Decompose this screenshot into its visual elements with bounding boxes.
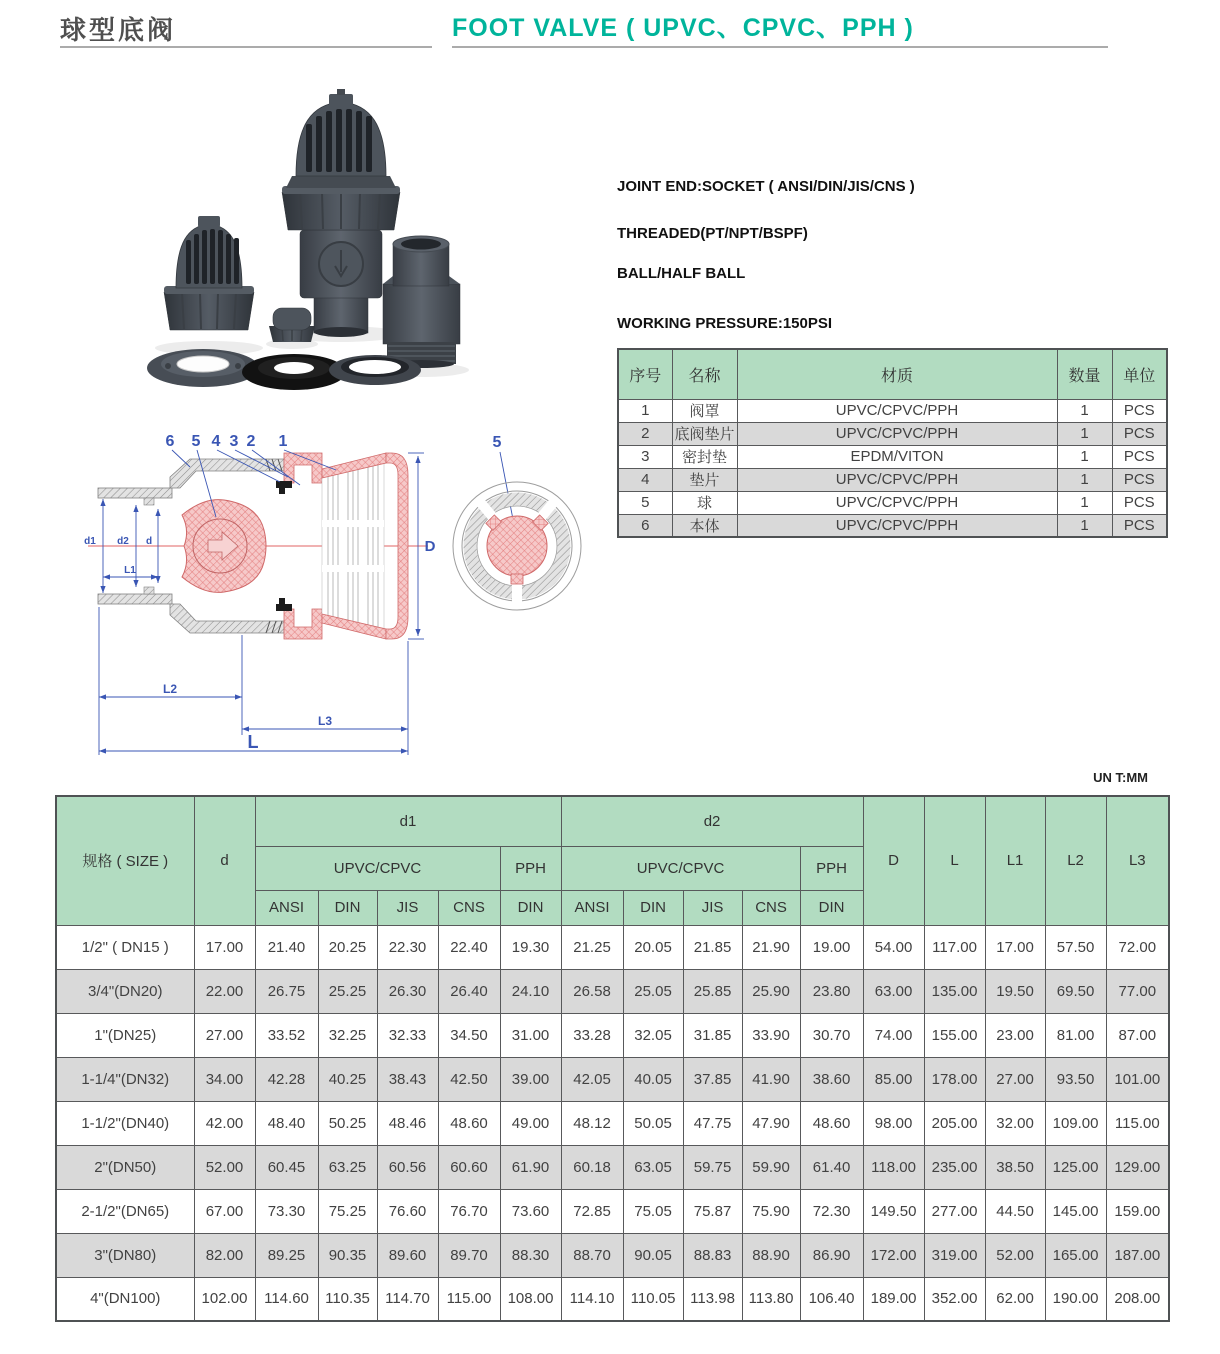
table-cell: UPVC/CPVC/PPH	[737, 468, 1057, 491]
table-cell: 47.75	[683, 1101, 742, 1145]
table-cell: 42.05	[561, 1057, 623, 1101]
table-cell: 4	[618, 468, 672, 491]
table-cell: 63.05	[623, 1145, 683, 1189]
table-cell: PCS	[1112, 399, 1167, 422]
table-cell: EPDM/VITON	[737, 445, 1057, 468]
table-cell: 114.60	[255, 1277, 318, 1321]
table-cell: 27.00	[194, 1013, 255, 1057]
table-cell: PCS	[1112, 422, 1167, 445]
dim-header-d: d	[194, 796, 255, 925]
table-cell: 59.90	[742, 1145, 800, 1189]
dim-header-d1-upvc: UPVC/CPVC	[255, 846, 500, 890]
table-cell: 26.40	[438, 969, 500, 1013]
table-cell: PCS	[1112, 514, 1167, 537]
table-cell: 4"(DN100)	[56, 1277, 194, 1321]
table-cell: 115.00	[1106, 1101, 1169, 1145]
dim-header-d2: d2	[561, 796, 863, 846]
table-cell: 底阀垫片	[672, 422, 737, 445]
table-cell: 22.00	[194, 969, 255, 1013]
table-cell: PCS	[1112, 491, 1167, 514]
table-cell: 205.00	[924, 1101, 985, 1145]
table-cell: 27.00	[985, 1057, 1045, 1101]
table-cell: 20.05	[623, 925, 683, 969]
table-cell: 22.40	[438, 925, 500, 969]
table-cell: 26.75	[255, 969, 318, 1013]
table-cell: 19.50	[985, 969, 1045, 1013]
table-cell: 2"(DN50)	[56, 1145, 194, 1189]
dim-L3: L3	[317, 714, 333, 728]
table-cell: 67.00	[194, 1189, 255, 1233]
table-cell: 87.00	[1106, 1013, 1169, 1057]
page-title-cn: 球型底阀	[60, 15, 177, 45]
table-cell: 38.60	[800, 1057, 863, 1101]
table-cell: 145.00	[1045, 1189, 1106, 1233]
table-row	[56, 969, 1169, 1013]
dimensions-table	[55, 795, 1170, 1322]
table-cell: 101.00	[1106, 1057, 1169, 1101]
foot-valve-assembled	[282, 89, 400, 337]
dim-d2: d2	[117, 536, 129, 547]
dim-header-d1-jis: JIS	[377, 890, 438, 925]
table-cell: 32.33	[377, 1013, 438, 1057]
table-cell: 86.90	[800, 1233, 863, 1277]
table-row	[56, 1057, 1169, 1101]
table-cell: 88.83	[683, 1233, 742, 1277]
table-row	[56, 1233, 1169, 1277]
table-cell: 24.10	[500, 969, 561, 1013]
dim-header-d2-ansi: ANSI	[561, 890, 623, 925]
table-cell: 48.46	[377, 1101, 438, 1145]
dim-d1: d1	[84, 536, 96, 547]
table-cell: 30.70	[800, 1013, 863, 1057]
table-cell: 33.28	[561, 1013, 623, 1057]
dim-header-L3: L3	[1106, 796, 1169, 925]
table-cell: 57.50	[1045, 925, 1106, 969]
table-cell: 52.00	[194, 1145, 255, 1189]
table-cell: 42.00	[194, 1101, 255, 1145]
title-underline-left	[60, 46, 432, 48]
table-cell: 118.00	[863, 1145, 924, 1189]
table-cell: 1	[1057, 422, 1112, 445]
table-cell: 1	[1057, 445, 1112, 468]
table-cell: 42.50	[438, 1057, 500, 1101]
table-cell: 319.00	[924, 1233, 985, 1277]
table-cell: 密封垫	[672, 445, 737, 468]
dim-L: L	[247, 732, 259, 752]
table-cell: UPVC/CPVC/PPH	[737, 422, 1057, 445]
table-cell: 23.80	[800, 969, 863, 1013]
dim-header-size: 规格 ( SIZE )	[56, 796, 194, 925]
parts-header-material: 材质	[737, 349, 1057, 399]
table-cell: 21.40	[255, 925, 318, 969]
page-title-en: FOOT VALVE ( UPVC、CPVC、PPH )	[452, 14, 914, 42]
callout-4: 4	[211, 433, 221, 450]
table-cell: 106.40	[800, 1277, 863, 1321]
table-cell: 25.05	[623, 969, 683, 1013]
table-cell: 88.70	[561, 1233, 623, 1277]
table-cell: 54.00	[863, 925, 924, 969]
table-cell: 93.50	[1045, 1057, 1106, 1101]
table-cell: 73.60	[500, 1189, 561, 1233]
table-row	[56, 1145, 1169, 1189]
title-underline-right	[452, 46, 1108, 48]
table-cell: 22.30	[377, 925, 438, 969]
dim-header-d1-din: DIN	[318, 890, 377, 925]
table-cell: 82.00	[194, 1233, 255, 1277]
table-cell: 75.05	[623, 1189, 683, 1233]
table-cell: 33.52	[255, 1013, 318, 1057]
table-cell: 76.70	[438, 1189, 500, 1233]
technical-drawing	[70, 425, 610, 760]
table-cell: 149.50	[863, 1189, 924, 1233]
table-cell: 32.05	[623, 1013, 683, 1057]
callout-numbers	[166, 433, 502, 451]
table-cell: 90.35	[318, 1233, 377, 1277]
callout-6: 6	[165, 433, 175, 450]
table-cell: 19.30	[500, 925, 561, 969]
table-cell: 88.90	[742, 1233, 800, 1277]
dim-header-d2-jis: JIS	[683, 890, 742, 925]
callout-2: 2	[246, 433, 256, 450]
table-cell: 190.00	[1045, 1277, 1106, 1321]
table-row	[618, 399, 1167, 422]
table-cell: 63.25	[318, 1145, 377, 1189]
table-cell: 235.00	[924, 1145, 985, 1189]
table-cell: UPVC/CPVC/PPH	[737, 491, 1057, 514]
table-cell: 59.75	[683, 1145, 742, 1189]
table-cell: 187.00	[1106, 1233, 1169, 1277]
table-cell: 32.25	[318, 1013, 377, 1057]
table-cell: 50.05	[623, 1101, 683, 1145]
table-cell: 40.05	[623, 1057, 683, 1101]
table-cell: 20.25	[318, 925, 377, 969]
table-cell: 125.00	[1045, 1145, 1106, 1189]
table-cell: PCS	[1112, 445, 1167, 468]
table-cell: 72.30	[800, 1189, 863, 1233]
table-cell: 159.00	[1106, 1189, 1169, 1233]
table-cell: 113.98	[683, 1277, 742, 1321]
table-row	[618, 491, 1167, 514]
dim-header-d2-pph: PPH	[800, 846, 863, 890]
unit-note: UN T:MM	[1093, 770, 1148, 785]
table-cell: 85.00	[863, 1057, 924, 1101]
table-cell: 本体	[672, 514, 737, 537]
table-cell: 32.00	[985, 1101, 1045, 1145]
spec-threaded: THREADED(PT/NPT/BSPF)	[617, 225, 808, 242]
table-cell: 63.00	[863, 969, 924, 1013]
table-cell: 352.00	[924, 1277, 985, 1321]
table-cell: 48.12	[561, 1101, 623, 1145]
gasket-ring-left	[147, 349, 259, 387]
dim-L2: L2	[162, 682, 178, 696]
table-cell: 108.00	[500, 1277, 561, 1321]
table-cell: 3	[618, 445, 672, 468]
table-cell: 77.00	[1106, 969, 1169, 1013]
table-cell: 球	[672, 491, 737, 514]
table-cell: 44.50	[985, 1189, 1045, 1233]
ball-section	[182, 500, 266, 593]
strainer-cage	[164, 216, 254, 330]
table-cell: 48.60	[438, 1101, 500, 1145]
table-cell: 1-1/4"(DN32)	[56, 1057, 194, 1101]
table-cell: 165.00	[1045, 1233, 1106, 1277]
table-cell: 48.40	[255, 1101, 318, 1145]
table-cell: 垫片	[672, 468, 737, 491]
table-cell: 31.85	[683, 1013, 742, 1057]
table-cell: 1	[1057, 514, 1112, 537]
table-cell: 73.30	[255, 1189, 318, 1233]
table-cell: 81.00	[1045, 1013, 1106, 1057]
gasket-ring-right	[329, 355, 421, 385]
table-cell: 23.00	[985, 1013, 1045, 1057]
table-cell: 1"(DN25)	[56, 1013, 194, 1057]
dim-header-L2: L2	[1045, 796, 1106, 925]
parts-header-unit: 单位	[1112, 349, 1167, 399]
dim-header-d2-upvc: UPVC/CPVC	[561, 846, 800, 890]
table-cell: 109.00	[1045, 1101, 1106, 1145]
table-cell: 49.00	[500, 1101, 561, 1145]
table-cell: 5	[618, 491, 672, 514]
table-cell: 41.90	[742, 1057, 800, 1101]
table-cell: 1	[1057, 491, 1112, 514]
table-cell: 72.00	[1106, 925, 1169, 969]
spec-joint-end: JOINT END:SOCKET ( ANSI/DIN/JIS/CNS )	[617, 178, 915, 195]
table-cell: 3/4"(DN20)	[56, 969, 194, 1013]
table-cell: 1/2" ( DN15 )	[56, 925, 194, 969]
table-cell: 178.00	[924, 1057, 985, 1101]
table-cell: 155.00	[924, 1013, 985, 1057]
table-cell: 89.60	[377, 1233, 438, 1277]
table-cell: 19.00	[800, 925, 863, 969]
table-cell: UPVC/CPVC/PPH	[737, 399, 1057, 422]
parts-header-name: 名称	[672, 349, 737, 399]
table-cell: 26.58	[561, 969, 623, 1013]
table-cell: 60.18	[561, 1145, 623, 1189]
table-cell: 189.00	[863, 1277, 924, 1321]
callout-3: 3	[229, 433, 239, 450]
table-cell: 72.85	[561, 1189, 623, 1233]
dim-L1: L1	[124, 565, 136, 576]
parts-header-no: 序号	[618, 349, 672, 399]
table-cell: 110.05	[623, 1277, 683, 1321]
table-cell: 113.80	[742, 1277, 800, 1321]
dim-header-d2-cns: CNS	[742, 890, 800, 925]
table-cell: 61.40	[800, 1145, 863, 1189]
parts-table-header-row	[618, 349, 1167, 399]
table-cell: 98.00	[863, 1101, 924, 1145]
table-cell: 48.60	[800, 1101, 863, 1145]
table-row	[56, 1013, 1169, 1057]
table-cell: UPVC/CPVC/PPH	[737, 514, 1057, 537]
table-cell: 17.00	[194, 925, 255, 969]
table-row	[56, 1277, 1169, 1321]
table-cell: 74.00	[863, 1013, 924, 1057]
socket-adapter	[383, 236, 460, 368]
table-cell: 90.05	[623, 1233, 683, 1277]
front-view	[453, 482, 581, 610]
table-cell: 76.60	[377, 1189, 438, 1233]
table-cell: 114.70	[377, 1277, 438, 1321]
parts-table	[617, 348, 1168, 538]
table-cell: 50.25	[318, 1101, 377, 1145]
parts-header-qty: 数量	[1057, 349, 1112, 399]
valve-cap	[269, 308, 315, 342]
table-cell: 60.56	[377, 1145, 438, 1189]
table-row	[56, 1101, 1169, 1145]
table-cell: 34.00	[194, 1057, 255, 1101]
dim-header-row-1	[56, 796, 1169, 846]
table-cell: 114.10	[561, 1277, 623, 1321]
dim-D: D	[424, 538, 436, 555]
dim-header-D: D	[863, 796, 924, 925]
dim-d: d	[145, 536, 153, 547]
table-row	[56, 1189, 1169, 1233]
spec-ball: BALL/HALF BALL	[617, 265, 746, 282]
table-row	[618, 468, 1167, 491]
table-cell: 37.85	[683, 1057, 742, 1101]
table-cell: 21.90	[742, 925, 800, 969]
table-cell: 75.90	[742, 1189, 800, 1233]
table-cell: 31.00	[500, 1013, 561, 1057]
table-row	[618, 445, 1167, 468]
table-cell: 277.00	[924, 1189, 985, 1233]
table-cell: 21.25	[561, 925, 623, 969]
table-cell: 89.25	[255, 1233, 318, 1277]
table-cell: 172.00	[863, 1233, 924, 1277]
table-cell: 25.85	[683, 969, 742, 1013]
table-cell: 38.43	[377, 1057, 438, 1101]
table-cell: 39.00	[500, 1057, 561, 1101]
table-cell: 47.90	[742, 1101, 800, 1145]
table-cell: 25.90	[742, 969, 800, 1013]
dim-header-L1: L1	[985, 796, 1045, 925]
table-cell: 129.00	[1106, 1145, 1169, 1189]
dim-header-d1-pph: PPH	[500, 846, 561, 890]
table-cell: 88.30	[500, 1233, 561, 1277]
table-cell: 1-1/2"(DN40)	[56, 1101, 194, 1145]
table-cell: 1	[1057, 399, 1112, 422]
table-cell: 62.00	[985, 1277, 1045, 1321]
table-cell: 2	[618, 422, 672, 445]
table-cell: 60.45	[255, 1145, 318, 1189]
table-cell: 阀罩	[672, 399, 737, 422]
table-cell: PCS	[1112, 468, 1167, 491]
table-cell: 33.90	[742, 1013, 800, 1057]
table-cell: 75.87	[683, 1189, 742, 1233]
table-cell: 69.50	[1045, 969, 1106, 1013]
table-cell: 61.90	[500, 1145, 561, 1189]
dim-header-L: L	[924, 796, 985, 925]
dim-header-d1-pph-din: DIN	[500, 890, 561, 925]
table-cell: 21.85	[683, 925, 742, 969]
table-cell: 40.25	[318, 1057, 377, 1101]
callout-5: 5	[191, 433, 201, 450]
table-cell: 34.50	[438, 1013, 500, 1057]
dim-header-d1-cns: CNS	[438, 890, 500, 925]
table-cell: 117.00	[924, 925, 985, 969]
table-cell: 60.60	[438, 1145, 500, 1189]
callout-1: 1	[278, 433, 288, 450]
table-cell: 17.00	[985, 925, 1045, 969]
product-photo	[60, 80, 580, 410]
table-cell: 135.00	[924, 969, 985, 1013]
table-cell: 52.00	[985, 1233, 1045, 1277]
table-cell: 42.28	[255, 1057, 318, 1101]
table-cell: 75.25	[318, 1189, 377, 1233]
table-cell: 6	[618, 514, 672, 537]
table-cell: 208.00	[1106, 1277, 1169, 1321]
table-cell: 110.35	[318, 1277, 377, 1321]
table-cell: 3"(DN80)	[56, 1233, 194, 1277]
table-cell: 2-1/2"(DN65)	[56, 1189, 194, 1233]
table-cell: 115.00	[438, 1277, 500, 1321]
dim-header-d1-ansi: ANSI	[255, 890, 318, 925]
spec-working-pressure: WORKING PRESSURE:150PSI	[617, 315, 833, 332]
callout-front-5: 5	[492, 434, 502, 451]
table-row	[618, 422, 1167, 445]
table-cell: 89.70	[438, 1233, 500, 1277]
dim-header-d1: d1	[255, 796, 561, 846]
table-row	[56, 925, 1169, 969]
table-row	[618, 514, 1167, 537]
table-cell: 26.30	[377, 969, 438, 1013]
table-cell: 1	[618, 399, 672, 422]
table-cell: 38.50	[985, 1145, 1045, 1189]
table-cell: 25.25	[318, 969, 377, 1013]
table-cell: 102.00	[194, 1277, 255, 1321]
dim-header-d2-din: DIN	[623, 890, 683, 925]
table-cell: 1	[1057, 468, 1112, 491]
dim-header-d2-pph-din: DIN	[800, 890, 863, 925]
